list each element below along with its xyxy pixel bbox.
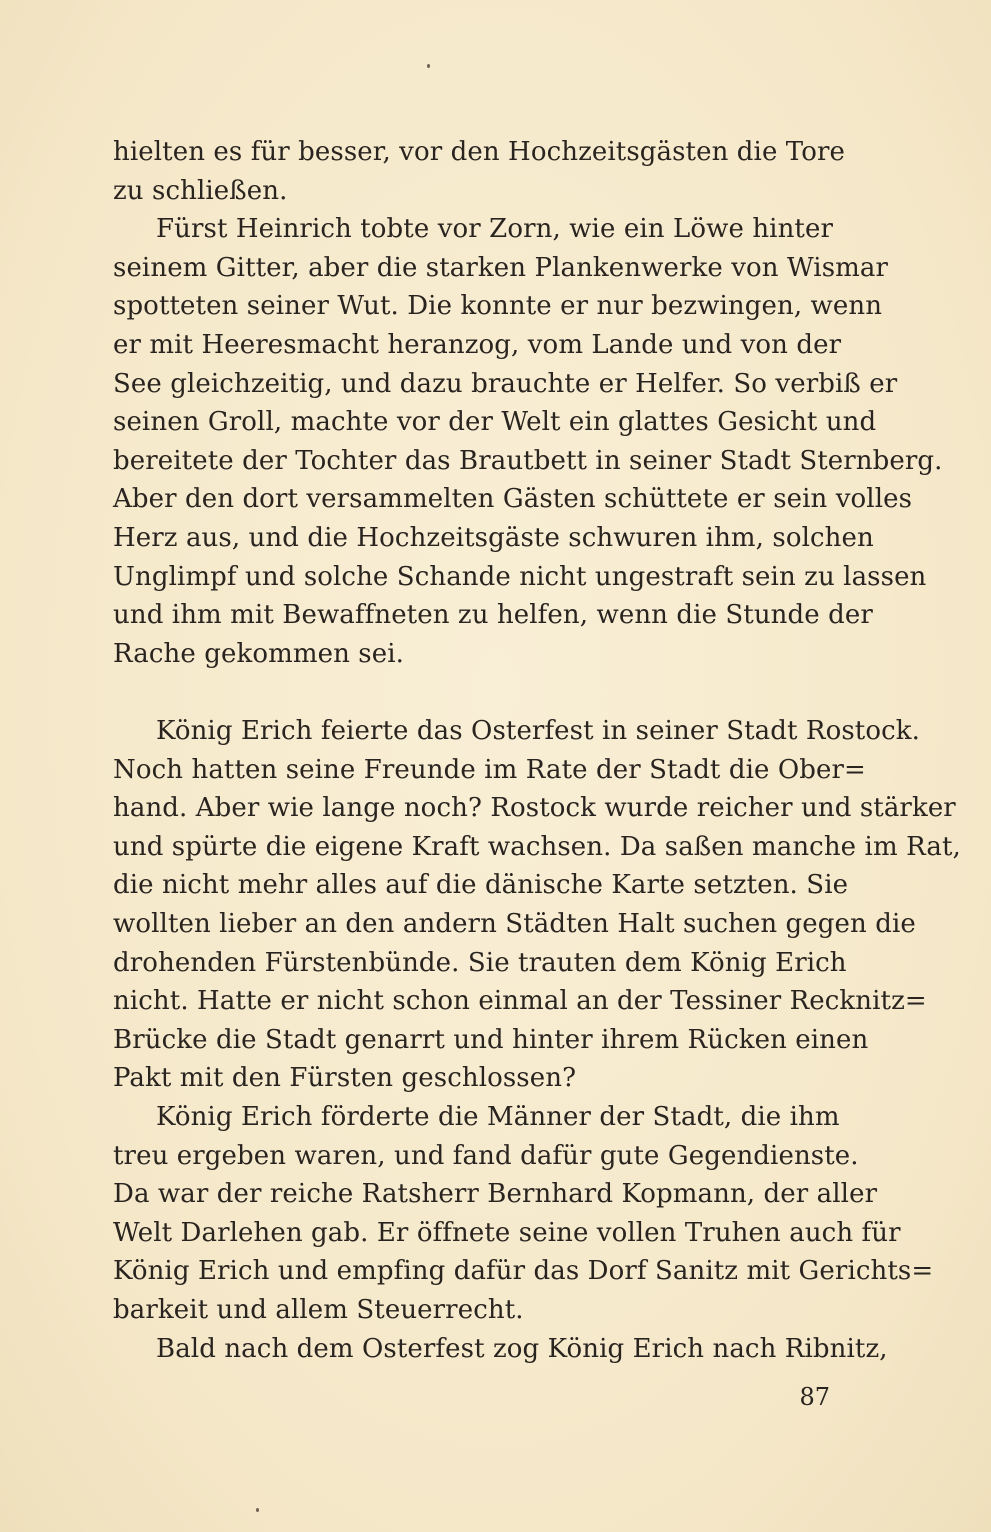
text-line: Aber den dort versammelten Gästen schüttete er sein volles xyxy=(113,484,913,515)
paragraph-3 xyxy=(113,712,961,1098)
paragraph-4 xyxy=(113,1098,934,1330)
text-line: Unglimpf und solche Schande nicht ungestraft sein zu lassen xyxy=(113,561,927,592)
text-line: Rache gekommen sei. xyxy=(113,638,404,669)
text-line: Welt Darlehen gab. Er öffnete seine vollen Truhen auch für xyxy=(113,1217,901,1248)
text-block-lower xyxy=(113,712,961,1368)
text-line: Pakt mit den Fürsten geschlossen? xyxy=(113,1063,577,1094)
text-line: Bald nach dem Osterfest zog König Erich nach Ribnitz, xyxy=(156,1333,888,1364)
page-number: 87 xyxy=(799,1383,830,1411)
text-line: See gleichzeitig, und dazu brauchte er Helfer. So verbiß er xyxy=(113,368,898,399)
text-line: Fürst Heinrich tobte vor Zorn, wie ein Löwe hinter xyxy=(156,214,833,245)
text-line: die nicht mehr alles auf die dänische Karte setzten. Sie xyxy=(113,870,849,901)
text-line: Brücke die Stadt genarrt und hinter ihrem Rücken einen xyxy=(113,1024,869,1055)
text-line: seinem Gitter, aber die starken Plankenwerke von Wismar xyxy=(113,252,889,283)
text-block-upper xyxy=(113,133,943,673)
text-line: spotteten seiner Wut. Die konnte er nur bezwingen, wenn xyxy=(113,291,883,322)
paragraph-1 xyxy=(113,133,846,210)
paragraph-5 xyxy=(113,1330,888,1369)
paper-speck xyxy=(256,1508,259,1512)
text-line: König Erich förderte die Männer der Stadt, die ihm xyxy=(156,1101,840,1132)
text-line: bereitete der Tochter das Brautbett in seiner Stadt Sternberg. xyxy=(113,445,943,476)
text-line: wollten lieber an den andern Städten Halt suchen gegen die xyxy=(113,908,916,939)
text-line: König Erich feierte das Osterfest in seiner Stadt Rostock. xyxy=(156,716,920,746)
text-line: und spürte die eigene Kraft wachsen. Da saßen manche im Rat, xyxy=(113,831,961,862)
text-line: treu ergeben waren, und fand dafür gute Gegendienste. xyxy=(113,1140,859,1171)
text-line: barkeit und allem Steuerrecht. xyxy=(113,1294,524,1325)
text-line: nicht. Hatte er nicht schon einmal an der Tessiner Recknitz= xyxy=(113,986,927,1017)
text-line: Herz aus, und die Hochzeitsgäste schwuren ihm, solchen xyxy=(113,522,874,553)
text-line: König Erich und empfing dafür das Dorf Sanitz mit Gerichts= xyxy=(113,1256,934,1287)
paper-speck xyxy=(427,64,430,68)
text-line: und ihm mit Bewaffneten zu helfen, wenn die Stunde der xyxy=(113,600,873,631)
text-line: seinen Groll, machte vor der Welt ein glattes Gesicht und xyxy=(113,407,877,438)
text-line: Noch hatten seine Freunde im Rate der Stadt die Ober= xyxy=(113,754,866,785)
text-line: hielten es für besser, vor den Hochzeitsgästen die Tore xyxy=(113,137,846,167)
text-line: er mit Heeresmacht heranzog, vom Lande und von der xyxy=(113,329,842,360)
text-line: hand. Aber wie lange noch? Rostock wurde reicher und stärker xyxy=(113,793,956,824)
text-line: Da war der reiche Ratsherr Bernhard Kopmann, der aller xyxy=(113,1179,878,1210)
text-line: drohenden Fürstenbünde. Sie trauten dem König Erich xyxy=(113,947,847,978)
text-line: zu schließen. xyxy=(113,175,288,206)
paragraph-2 xyxy=(113,210,943,673)
